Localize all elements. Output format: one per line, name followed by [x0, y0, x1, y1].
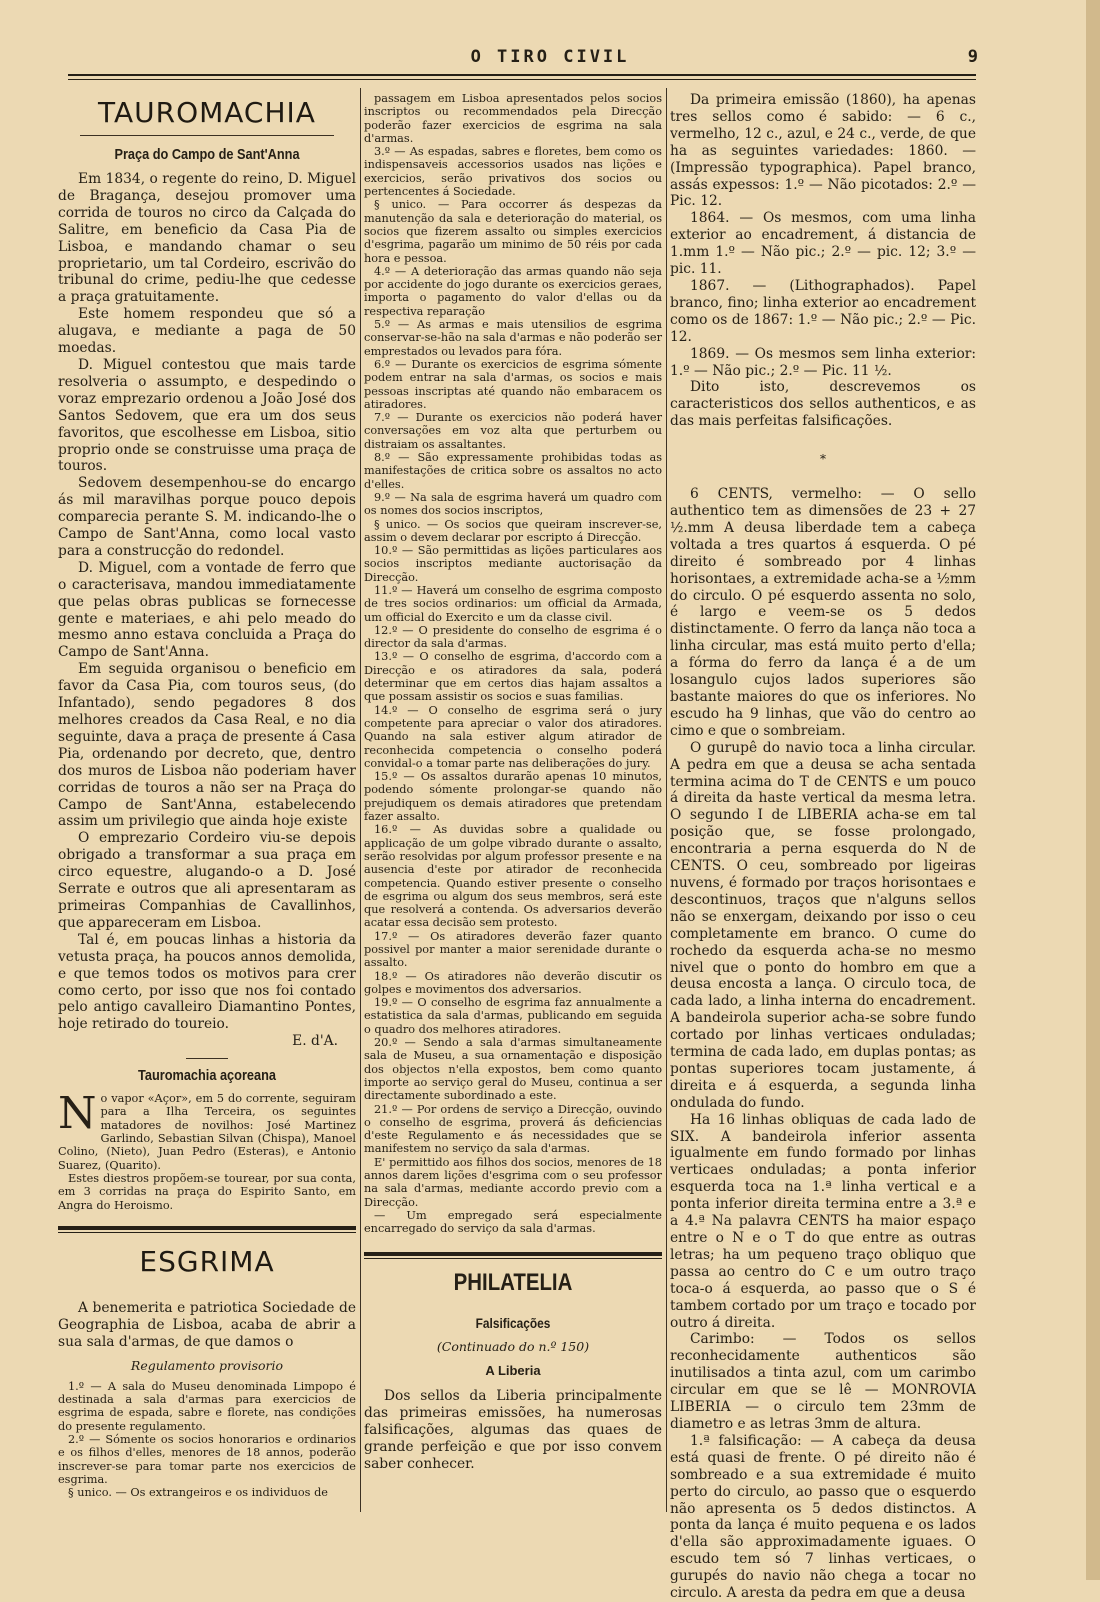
philatelia-heading: PHILATELIA [453, 1268, 573, 1296]
rule-item: § unico. — Para occorrer ás despezas da manutenção da sala e deterioração do material, os socios que fizerem assalto ou simples exercicios d'esgrima, pagarão um minimo de 50 réis por cada hora e pessoa. [364, 198, 662, 265]
rule-item: 18.º — Os atiradores não deverão discutir os golpes e movimentos dos adversarios. [364, 969, 662, 996]
paragraph: D. Miguel contestou que mais tarde resolveria o assumpto, e despedindo o voraz emprezario ordenou a João José dos Santos Sedovem, que era um dos seus favoritos, que escolhesse em Lisboa, sitio proprio onde se construisse uma praça de touros. [58, 356, 356, 475]
paragraph: 1864. — Os mesmos, com uma linha exterior ao encadrement, á distancia de 1.mm 1.º — Não pic.; 2.º — pic. 12; 3.º — pic. 11. [670, 210, 976, 278]
rule-item: 8.º — São expressamente prohibidas todas as manifestações de critica sobre os assaltos no acto d'elles. [364, 451, 662, 491]
header-rule-thick [68, 74, 976, 76]
rule-item: 1.º — A sala do Museu denominada Limpopo é destinada a sala d'armas para exercicios de esgrima de espada, sabre e florete, nas condições do presente regulamento. [58, 1379, 356, 1433]
rule-item: 14.º — O conselho de esgrima será o jury competente para apreciar o valor dos atiradores. Quando na sala estiver algum atirador de reconhecida competencia o conselho poderá convidal-o a tomar parte nas deliberações do jury. [364, 703, 662, 770]
rule-item: 16.º — As duvidas sobre a qualidade ou applicação de um golpe vibrado durante o assalto, serão resolvidas por algum professor presente e na ausencia d'este por atirador de reconhecida competencia. Quando estiver presente o conselho de esgrima ou algum dos seus membros, será este que resolverá a contenda. Os adversarios deverão acatar essa decisão sem protesto. [364, 823, 662, 930]
acoreana-text: o vapor «Açor», em 5 do corrente, seguiram para a Ilha Terceira, os seguintes matadores de novilhos: José Martinez Garlindo, Sebastian Silvan (Chispa), Manoel Colino, (Nieto), Juan Pedro (Esteras), e Antonio Suarez, (Quarito). [58, 1092, 356, 1172]
paragraph: Em 1834, o regente do reino, D. Miguel de Bragança, desejou promover uma corrida de touros no circo da Calçada do Salitre, em beneficio da Casa Pia de Lisboa, e mandando chamar o seu proprietario, um tal Cordeiro, escrivão do tribunal do crime, pediu-lhe que cedesse a praça gratuitamente. [58, 171, 356, 306]
liberia-subheading: A Liberia [485, 1363, 541, 1379]
paragraph: Tal é, em poucas linhas a historia da vetusta praça, ha poucos annos demolida, e que temos todos os motivos para crer como certo, por isso que nos foi contado pelo antigo cavalleiro Diamantino Pontes, hoje retirado do toureio. [58, 931, 356, 1033]
rule-item: § unico. — Os socios que queiram inscrever-se, assim o devem declarar por escripto á Direcção. [364, 517, 662, 544]
rule-item: — Um empregado será especialmente encarregado do serviço da sala d'armas. [364, 1208, 662, 1236]
paragraph: Da primeira emissão (1860), ha apenas tres sellos como é sabido: — 6 c., vermelho, 12 c., azul, e 24 c., verde, de que ha as seguintes variedades: 1860. — (Impressão typographica). Papel branco, assás expessos: 1.º — Não picotados: 2.º — Pic. 12. [670, 92, 976, 210]
paragraph: O emprezario Cordeiro viu-se depois obrigado a transformar a sua praça em circo equestre, alugando-o a D. José Serrate e outros que ali apresentaram as primeiras Companhias de Cavallinhos, que appareceram em Lisboa. [58, 830, 356, 931]
section-star: * [820, 452, 826, 467]
paragraph: Dito isto, descrevemos os caracteristicos dos sellos authenticos, e as das mais perfeitas falsificações. [670, 379, 976, 430]
paragraph: O gurupê do navio toca a linha circular. A pedra em que a deusa se acha sentada termina acima do T de CENTS e um pouco á direita da haste vertical da mesma letra. O segundo I de LIBERIA acha-se em tal posição que, se fosse prolongado, encontraria a perna esquerda do N de CENTS. O ceu, sombreado por ligeiras nuvens, é formado por traços horisontaes e descontinuos, traços que n'alguns sellos não se enxergam, deixando por isso o ceu completamente em branco. O cume do rochedo da esquerda acha-se no mesmo nivel que o ponto do hombro em que a deusa encosta a lança. O circulo toca, de cada lado, a linha interna do encadrement. A bandeirola superior acha-se sobre fundo cortado por linhas verticaes onduladas; termina de cada lado, em duplas pontas; as pontas superiores tocam justamente, á direita e á esquerda, a segunda linha ondulada do fundo. [670, 739, 976, 1111]
heading-rule [80, 135, 334, 136]
regulamento-title: Regulamento provisorio [130, 1357, 284, 1373]
rule-item: 17.º — Os atiradores deverão fazer quanto possivel por manter a maior serenidade durante o assalto. [364, 929, 662, 970]
rule-item: 4.º — A deterioração das armas quando não seja por accidente do jogo durante os exercicios geraes, importa o pagamento do valor d'ellas ou da respectiva reparação [364, 264, 662, 318]
paragraph: Em seguida organisou o beneficio em favor da Casa Pia, com touros seus, (do Infantado), sendo pegadores 8 dos melhores creados da Casa Real, e no dia seguinte, dava a praça de presente á Casa Pia, ordenando por decreto, que, dentro dos muros de Lisboa não poderiam haver corridas de touros a não ser na Praça do Campo de Sant'Anna, estabelecendo assim um privilegio que ainda hoje existe [58, 661, 356, 830]
rule-item: 20.º — Sendo a sala d'armas simultaneamente sala de Museu, a sua ornamentação e disposição dos objectos n'ella expostos, bem como quanto importe ao serviço geral do Museu, continua a ser directamente subordinado a este. [364, 1036, 662, 1103]
paragraph: Carimbo: — Todos os sellos reconhecidamente authenticos são inutilisados a tinta azul, com um carimbo circular em que se lê — MONROVIA LIBERIA — o circulo tem 23mm de diametro e as letras 3mm de altura. [670, 1331, 976, 1432]
falsificacoes-subheading: Falsificações [475, 1314, 551, 1331]
rule-item: 11.º — Haverá um conselho de esgrima composto de tres socios ordinarios: um official da Armada, um official do Exercito e um da classe civil. [364, 583, 662, 624]
paragraph: 1869. — Os mesmos sem linha exterior: 1.º — Não pic.; 2.º — Pic. 11 ½. [670, 345, 976, 379]
column-2 [364, 92, 662, 1520]
section-rule-heavy [58, 1226, 356, 1230]
rule-item: 7.º — Durante os exercicios não poderá haver conversações em voz alta que perturbem ou distraiam os assaltantes. [364, 411, 662, 451]
continuation-note: (Continuado do n.º 150) [436, 1338, 590, 1354]
section-rule-thin [58, 1232, 356, 1233]
rule-item: § unico. — Os extrangeiros e os individuos de [68, 1486, 328, 1500]
tauromachia-heading: TAUROMACHIA [98, 96, 316, 129]
header-rule-thin [68, 79, 976, 80]
rule-item: 21.º — Por ordens de serviço a Direcção, ouvindo o conselho de esgrima, proverá ás deficiencias d'este Regulamento e ás necessidades que se manifestem no serviço da sala d'armas. [364, 1102, 662, 1156]
drop-cap: N [58, 1088, 97, 1140]
rule-item: E' permittido aos filhos dos socios, menores de 18 annos darem lições d'esgrima com o seu professor na sala d'armas, mediante accordo previo com a Direcção. [364, 1155, 662, 1209]
rule-item: 2.º — Sómente os socios honorarios e ordinarios e os filhos d'elles, menores de 18 annos, poderão inscrever-se para tomar parte nos exercicios de esgrima. [58, 1433, 356, 1486]
rule-item: 19.º — O conselho de esgrima faz annualmente a estatistica da sala d'armas, publicando em seguida o quadro dos melhores atiradores. [364, 996, 662, 1036]
acoreana-subheading: Tauromachia açoreana [138, 1067, 276, 1085]
column-divider-2 [666, 88, 667, 1512]
short-divider [186, 1058, 228, 1059]
paragraph: D. Miguel, com a vontade de ferro que o caracterisava, mandou immediatamente que pelas obras publicas se fornecesse gente e materiaes, e ahi pelo meado do mesmo anno estava concluida a Praça do Campo de Sant'Anna. [58, 559, 356, 661]
rule-item: 15.º — Os assaltos durarão apenas 10 minutos, podendo sómente prolongar-se quando não prejudiquem os demais atiradores que pretendam fazer assalto. [364, 770, 662, 824]
rule-item: 6.º — Durante os exercicios de esgrima sómente podem entrar na sala d'armas, os socios e mais pessoas inscriptas até quando não embaracem os atiradores. [364, 357, 662, 411]
rule-item: 12.º — O presidente do conselho de esgrima é o director da sala d'armas. [364, 623, 662, 651]
running-header [0, 47, 1100, 71]
paragraph: Ha 16 linhas obliquas de cada lado de SIX. A bandeirola inferior assenta igualmente em fundo formado por linhas verticaes onduladas; a ponta inferior esquerda toca na 1.ª linha vertical e a ponta inferior direita termina entre a 3.ª e a 4.ª Na palavra CENTS ha maior espaço entre o N e o T do que entre as outras letras; ha um pequeno traço obliquo que passa ao centro do C e um outro traço toca-o á esquerda, ao passo que o S é tambem cortado por um traço e tocado por outro á direita. [670, 1111, 976, 1331]
section-rule-thin [364, 1258, 662, 1259]
acoreana-paragraph [58, 1088, 356, 1172]
page-number: 9 [967, 47, 978, 67]
rule-item: 9.º — Na sala de esgrima haverá um quadro com os nomes dos socios inscriptos, [364, 490, 662, 518]
rule-item: passagem em Lisboa apresentados pelos socios inscriptos ou recommendados pela Direcção poderão fazer exercicios de esgrima na sala d'armas. [364, 92, 662, 145]
page-edge-shadow [1086, 0, 1100, 1580]
rule-item: 5.º — As armas e mais utensilios de esgrima conservar-se-hão na sala d'armas e não poderão ser emprestados ou levados para fóra. [364, 318, 662, 358]
esgrima-intro: A benemerita e patriotica Sociedade de Geographia de Lisboa, acaba de abrir a sua sala d'armas, de que damos o [58, 1299, 356, 1350]
rule-item: 13.º — O conselho de esgrima, d'accordo com a Direcção e os atiradores da sala, poderá determinar que em certos dias hajam assaltos a que possam assistir os socios e suas familias. [364, 650, 662, 704]
paragraph: Este homem respondeu que só a alugava, e mediante a paga de 50 moedas. [58, 306, 356, 357]
paragraph: 1.ª falsificação: — A cabeça da deusa está quasi de frente. O pé direito não é sombreado e a sua extremidade é muito perto do circulo, ao passo que o esquerdo não apresenta os 5 dedos distinctos. A ponta da lança é muito pequena e os lados d'ella são approximadamente iguaes. O escudo tem só 7 linhas verticaes, o gurupés do navio não chega a tocar no circulo. A aresta da pedra em que a deusa [670, 1432, 976, 1602]
signature: E. d'A. [292, 1033, 338, 1050]
paragraph: 1867. — (Lithographados). Papel branco, fino; linha exterior ao encadrement como os de 1867: 1.º — Não pic.; 2.º — Pic. 12. [670, 277, 976, 345]
esgrima-heading: ESGRIMA [139, 1244, 275, 1278]
acoreana-paragraph-2: Estes diestros propõem-se tourear, por sua conta, em 3 corridas na praça do Espirito Santo, em Angra do Heroismo. [58, 1171, 356, 1212]
column-1 [58, 92, 356, 1520]
column-divider-1 [360, 88, 361, 1512]
publication-title: O TIRO CIVIL [470, 47, 630, 67]
rule-item: 3.º — As espadas, sabres e floretes, bem como os indispensaveis accessorios usados nas lições e exercicios, serão privativos dos socios ou pertencentes á Sociedade. [364, 145, 662, 199]
paragraph: 6 CENTS, vermelho: — O sello authentico tem as dimensões de 23 + 27 ½.mm A deusa liberdade tem a cabeça voltada a tres quartos á esquerda. O pé direito é sombreado por 4 linhas horisontaes, a extremidade acha-se a ½mm do circulo. O pé esquerdo assenta no solo, é largo e veem-se os 5 dedos distinctamente. O ferro da lança não toca a linha circular, mas está muito perto d'ella; a fórma do ferro da lança é a de um losangulo cujos lados superiores são bastante maiores do que os inferiores. No escudo ha 9 linhas, que vão do centro ao cimo e que o sombreiam. [670, 486, 976, 739]
rule-item: 10.º — São permittidas as lições particulares aos socios inscriptos mediante auctorisação da Direcção. [364, 544, 662, 584]
liberia-intro: Dos sellos da Liberia principalmente das primeiras emissões, ha numerosas falsificações, algumas das quaes de grande perfeição e que por isso convem saber conhecer. [364, 1388, 662, 1472]
tauromachia-subheading: Praça do Campo de Sant'Anna [114, 146, 300, 163]
section-rule-heavy [364, 1252, 662, 1256]
column-3 [670, 92, 976, 1602]
paragraph: Sedovem desempenhou-se do encargo ás mil maravilhas porque pouco depois comparecia perante S. M. indicando-lhe o Campo de Sant'Anna, como local vasto para a construcção do redondel. [58, 475, 356, 559]
